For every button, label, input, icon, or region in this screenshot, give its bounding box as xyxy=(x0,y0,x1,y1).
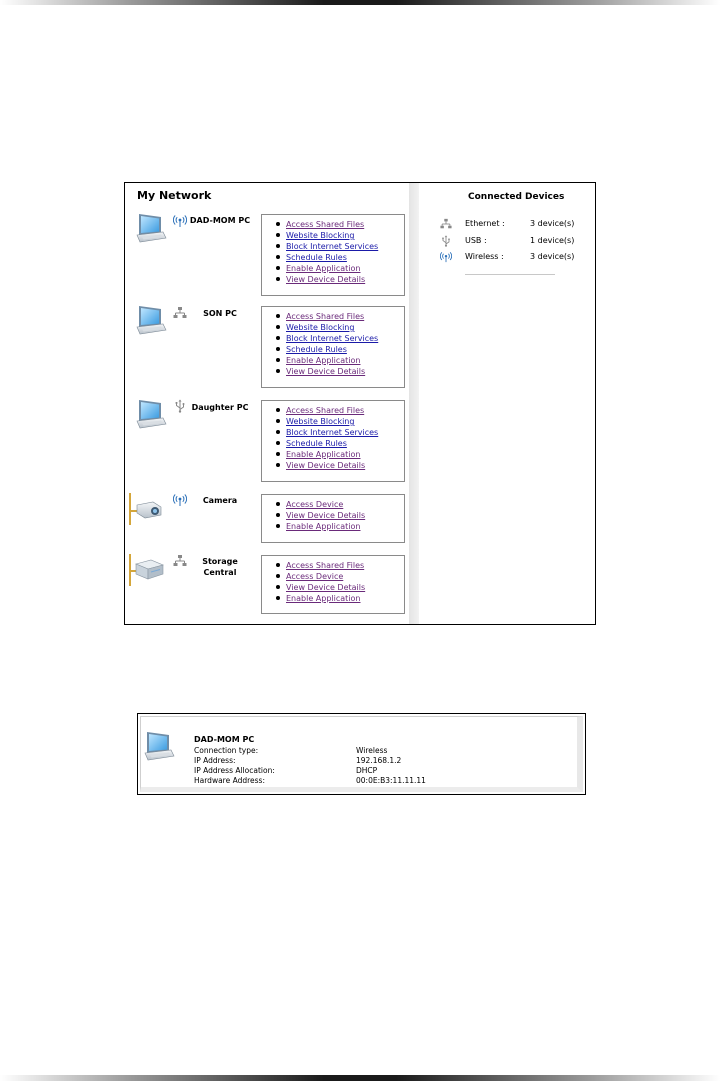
menu-item xyxy=(286,560,404,571)
device-menu xyxy=(261,555,405,614)
connected-row-ethernet xyxy=(435,219,595,233)
computer-icon[interactable] xyxy=(133,211,167,245)
details-title: DAD-MOM PC xyxy=(194,735,255,744)
view-device-details-link[interactable]: View Device Details xyxy=(286,511,366,520)
connected-row-usb xyxy=(435,236,595,250)
device-name: DAD-MOM PC xyxy=(189,216,251,225)
schedule-rules-link[interactable]: Schedule Rules xyxy=(286,253,347,262)
access-shared-files-link[interactable]: Access Shared Files xyxy=(286,406,365,415)
access-shared-files-link[interactable]: Access Shared Files xyxy=(286,312,365,321)
block-internet-services-link[interactable]: Block Internet Services xyxy=(286,334,379,343)
device-details-frame xyxy=(140,716,583,792)
view-device-details-link[interactable]: View Device Details xyxy=(286,461,366,470)
connected-row-value: 3 device(s) xyxy=(530,219,575,228)
website-blocking-link[interactable]: Website Blocking xyxy=(286,231,355,240)
view-device-details-link[interactable]: View Device Details xyxy=(286,583,366,592)
device-name: Daughter PC xyxy=(191,403,249,412)
connected-devices-title: Connected Devices xyxy=(468,192,565,202)
storage-icon[interactable] xyxy=(127,552,165,588)
wireless-icon xyxy=(440,251,452,263)
ethernet-icon xyxy=(440,218,452,230)
menu-item xyxy=(286,449,404,460)
menu-item xyxy=(286,460,404,471)
menu-item xyxy=(286,427,404,438)
details-value: DHCP xyxy=(356,766,378,775)
menu-item xyxy=(286,438,404,449)
camera-icon[interactable] xyxy=(127,491,165,527)
schedule-rules-link[interactable]: Schedule Rules xyxy=(286,439,347,448)
device-menu xyxy=(261,214,405,296)
device-name: Camera xyxy=(202,496,238,505)
connected-row-label: Ethernet : xyxy=(465,219,505,228)
connected-divider xyxy=(465,274,555,275)
view-device-details-link[interactable]: View Device Details xyxy=(286,275,366,284)
menu-item xyxy=(286,274,404,285)
details-key: IP Address: xyxy=(194,756,236,765)
device-name-line1: Storage xyxy=(202,557,238,566)
details-value: 00:0E:B3:11.11.11 xyxy=(356,776,426,785)
my-network-panel xyxy=(124,182,596,625)
access-shared-files-link[interactable]: Access Shared Files xyxy=(286,561,365,570)
website-blocking-link[interactable]: Website Blocking xyxy=(286,417,355,426)
enable-application-link[interactable]: Enable Application xyxy=(286,522,361,531)
menu-item xyxy=(286,405,404,416)
bottom-decorative-bar xyxy=(0,1075,720,1081)
device-menu xyxy=(261,400,405,482)
menu-item xyxy=(286,499,404,510)
connected-row-label: Wireless : xyxy=(465,252,504,261)
details-row-connection-type xyxy=(194,746,574,756)
menu-item xyxy=(286,322,404,333)
details-value: Wireless xyxy=(356,746,388,755)
menu-item xyxy=(286,263,404,274)
connected-row-value: 1 device(s) xyxy=(530,236,575,245)
menu-item xyxy=(286,333,404,344)
connected-row-value: 3 device(s) xyxy=(530,252,575,261)
access-device-link[interactable]: Access Device xyxy=(286,572,344,581)
usb-icon xyxy=(440,235,452,247)
block-internet-services-link[interactable]: Block Internet Services xyxy=(286,428,379,437)
details-row-ip-address xyxy=(194,756,574,766)
menu-item xyxy=(286,366,404,377)
menu-item xyxy=(286,355,404,366)
menu-item xyxy=(286,311,404,322)
menu-item xyxy=(286,344,404,355)
enable-application-link[interactable]: Enable Application xyxy=(286,264,361,273)
menu-item xyxy=(286,230,404,241)
details-key: Connection type: xyxy=(194,746,259,755)
access-device-link[interactable]: Access Device xyxy=(286,500,344,509)
panel-divider xyxy=(409,183,419,624)
menu-item xyxy=(286,219,404,230)
computer-icon[interactable] xyxy=(133,397,167,431)
access-shared-files-link[interactable]: Access Shared Files xyxy=(286,220,365,229)
details-value: 192.168.1.2 xyxy=(356,756,402,765)
device-details-panel xyxy=(137,713,586,795)
details-key: IP Address Allocation: xyxy=(194,766,275,775)
device-menu xyxy=(261,494,405,543)
details-row-ip-allocation xyxy=(194,766,574,776)
menu-item xyxy=(286,510,404,521)
panel-title: My Network xyxy=(137,189,212,202)
menu-item xyxy=(286,252,404,263)
menu-item xyxy=(286,416,404,427)
menu-item xyxy=(286,571,404,582)
menu-item xyxy=(286,593,404,604)
details-key: Hardware Address: xyxy=(194,776,265,785)
block-internet-services-link[interactable]: Block Internet Services xyxy=(286,242,379,251)
website-blocking-link[interactable]: Website Blocking xyxy=(286,323,355,332)
menu-item xyxy=(286,521,404,532)
details-row-hardware-address xyxy=(194,776,574,786)
enable-application-link[interactable]: Enable Application xyxy=(286,356,361,365)
connected-row-wireless xyxy=(435,252,595,266)
connected-row-label: USB : xyxy=(465,236,487,245)
view-device-details-link[interactable]: View Device Details xyxy=(286,367,366,376)
schedule-rules-link[interactable]: Schedule Rules xyxy=(286,345,347,354)
menu-item xyxy=(286,582,404,593)
device-name-line2: Central xyxy=(203,568,237,577)
device-name xyxy=(185,556,255,578)
top-decorative-bar xyxy=(0,0,720,5)
device-menu xyxy=(261,306,405,388)
computer-icon xyxy=(141,729,175,763)
device-name: SON PC xyxy=(203,309,237,318)
computer-icon[interactable] xyxy=(133,303,167,337)
menu-item xyxy=(286,241,404,252)
enable-application-link[interactable]: Enable Application xyxy=(286,450,361,459)
enable-application-link[interactable]: Enable Application xyxy=(286,594,361,603)
